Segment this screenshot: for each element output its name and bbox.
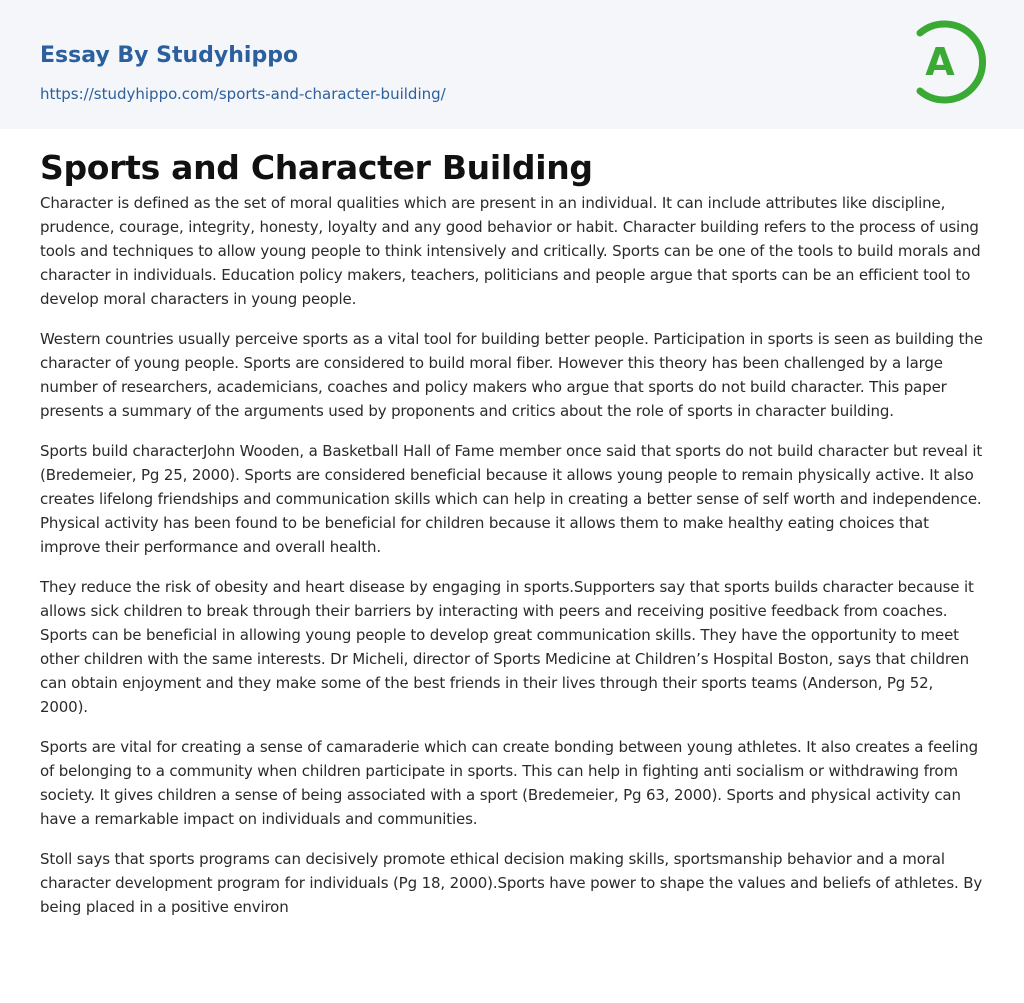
source-url-link[interactable]: https://studyhippo.com/sports-and-character-building/ — [40, 85, 446, 103]
article-paragraph: Sports build characterJohn Wooden, a Basketball Hall of Fame member once said that sports do not build character but reveal it (Bredemeier, Pg 25, 2000). Sports are considered beneficial because it allows young people to remain physically active. It also creates lifelong friendships and communication skills which can help in creating a better sense of self worth and independence. Physical activity has been found to be beneficial for children because it allows them to make healthy eating choices that improve their performance and overall health. — [40, 442, 983, 556]
logo-letter: A — [925, 40, 955, 84]
brand-title: Essay By Studyhippo — [40, 43, 299, 68]
article-paragraph: Character is defined as the set of moral qualities which are present in an individual. It can include attributes like discipline, prudence, courage, integrity, honesty, loyalty and any good behavior or habit. Character building refers to the process of using tools and techniques to allow young people to think intensively and critically. Sports can be one of the tools to build morals and character in individuals. Education policy makers, teachers, politicians and people argue that sports can be an efficient tool to develop moral characters in young people. — [40, 194, 981, 308]
article-paragraph: They reduce the risk of obesity and heart disease by engaging in sports.Supporters say that sports builds character because it allows sick children to break through their barriers by interacting with peers and receiving positive feedback from coaches. Sports can be beneficial in allowing young people to develop great communication skills. They have the opportunity to meet other children with the same interests. Dr Micheli, director of Sports Medicine at Children’s Hospital Boston, says that children can obtain enjoyment and they make some of the best friends in their lives through their sports teams (Anderson, Pg 52, 2000). — [40, 578, 974, 716]
article-paragraph: Stoll says that sports programs can decisively promote ethical decision making skills, sportsmanship behavior and a moral character development program for individuals (Pg 18, 2000).Sports have power to shape the values and beliefs of athletes. By being placed in a positive environ — [40, 850, 983, 916]
article-paragraph: Sports are vital for creating a sense of camaraderie which can create bonding between young athletes. It also creates a feeling of belonging to a community when children participate in sports. This can help in fighting anti socialism or withdrawing from society. It gives children a sense of being associated with a sport (Bredemeier, Pg 63, 2000). Sports and physical activity can have a remarkable impact on individuals and communities. — [40, 738, 978, 828]
article-paragraph: Western countries usually perceive sports as a vital tool for building better people. Participation in sports is seen as building the character of young people. Sports are considered to build moral fiber. However this theory has been challenged by a large number of researchers, academicians, coaches and policy makers who argue that sports do not build character. This paper presents a summary of the arguments used by proponents and critics about the role of sports in character building. — [40, 330, 983, 420]
article-title: Sports and Character Building — [40, 148, 593, 187]
